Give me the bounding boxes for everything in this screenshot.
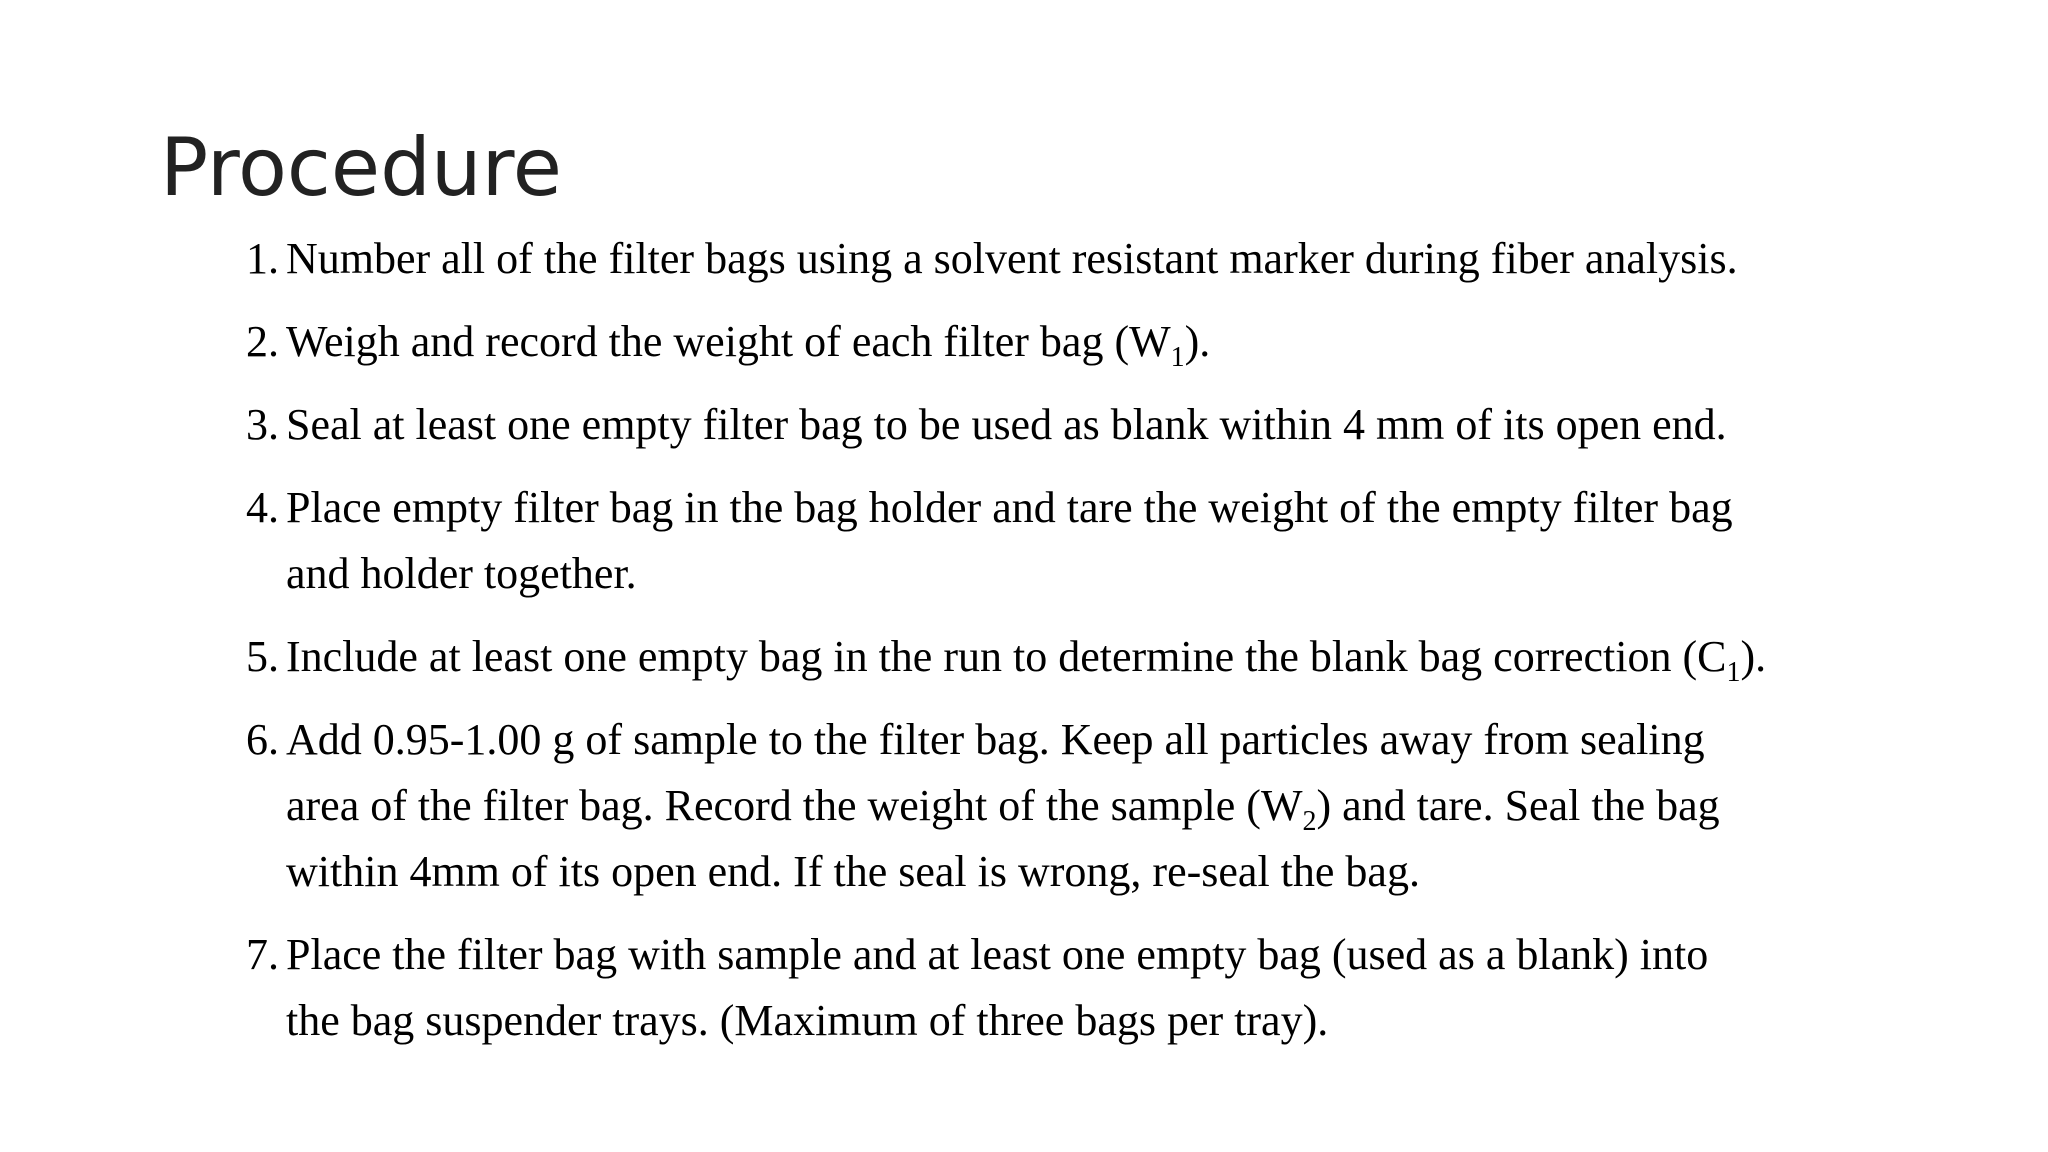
- procedure-step-4: [246, 475, 2036, 607]
- step-text-part: area of the filter bag. Record the weight of the sample (W: [286, 781, 1303, 830]
- step-text-part: Include at least one empty bag in the run to determine the blank bag correction (C: [286, 632, 1727, 681]
- step-number: 3.: [246, 400, 279, 449]
- subscript: 2: [1302, 806, 1317, 837]
- step-number: 7.: [246, 930, 279, 979]
- step-text: Number all of the filter bags using a solvent resistant marker during fiber analysis.: [286, 234, 1738, 283]
- step-text-line: within 4mm of its open end. If the seal is wrong, re-seal the bag.: [286, 847, 1420, 896]
- procedure-step-7: [246, 922, 2036, 1054]
- procedure-step-5: [246, 624, 2036, 690]
- step-text: [286, 309, 2036, 375]
- step-text: [286, 475, 2036, 607]
- step-number: 2.: [246, 317, 279, 366]
- step-text-line: the bag suspender trays. (Maximum of three bags per tray).: [286, 996, 1329, 1045]
- procedure-step-1: [246, 226, 2036, 292]
- step-text-line: and holder together.: [286, 549, 637, 598]
- step-text: [286, 707, 2036, 905]
- procedure-steps-list: [246, 226, 2036, 1071]
- step-text-line: Place empty filter bag in the bag holder and tare the weight of the empty filter bag: [286, 483, 1733, 532]
- step-text-line: Place the filter bag with sample and at least one empty bag (used as a blank) into: [286, 930, 1709, 979]
- step-text-part: ) and tare. Seal the bag: [1316, 781, 1720, 830]
- step-text-part: Weigh and record the weight of each filter bag (W: [286, 317, 1171, 366]
- step-number: 1.: [246, 234, 279, 283]
- step-text-part: ).: [1740, 632, 1767, 681]
- step-number: 6.: [246, 715, 279, 764]
- step-text: [286, 922, 2036, 1054]
- step-text-part: ).: [1184, 317, 1211, 366]
- procedure-step-6: [246, 707, 2036, 905]
- procedure-step-3: [246, 392, 2036, 458]
- step-text: [286, 624, 2036, 690]
- step-text: Seal at least one empty filter bag to be used as blank within 4 mm of its open end.: [286, 400, 1727, 449]
- step-number: 4.: [246, 483, 279, 532]
- subscript: 1: [1170, 342, 1185, 373]
- step-text-line: Add 0.95-1.00 g of sample to the filter bag. Keep all particles away from sealing: [286, 715, 1705, 764]
- procedure-step-2: [246, 309, 2036, 375]
- subscript: 1: [1726, 657, 1741, 688]
- slide-title: Procedure: [160, 121, 562, 214]
- step-number: 5.: [246, 632, 279, 681]
